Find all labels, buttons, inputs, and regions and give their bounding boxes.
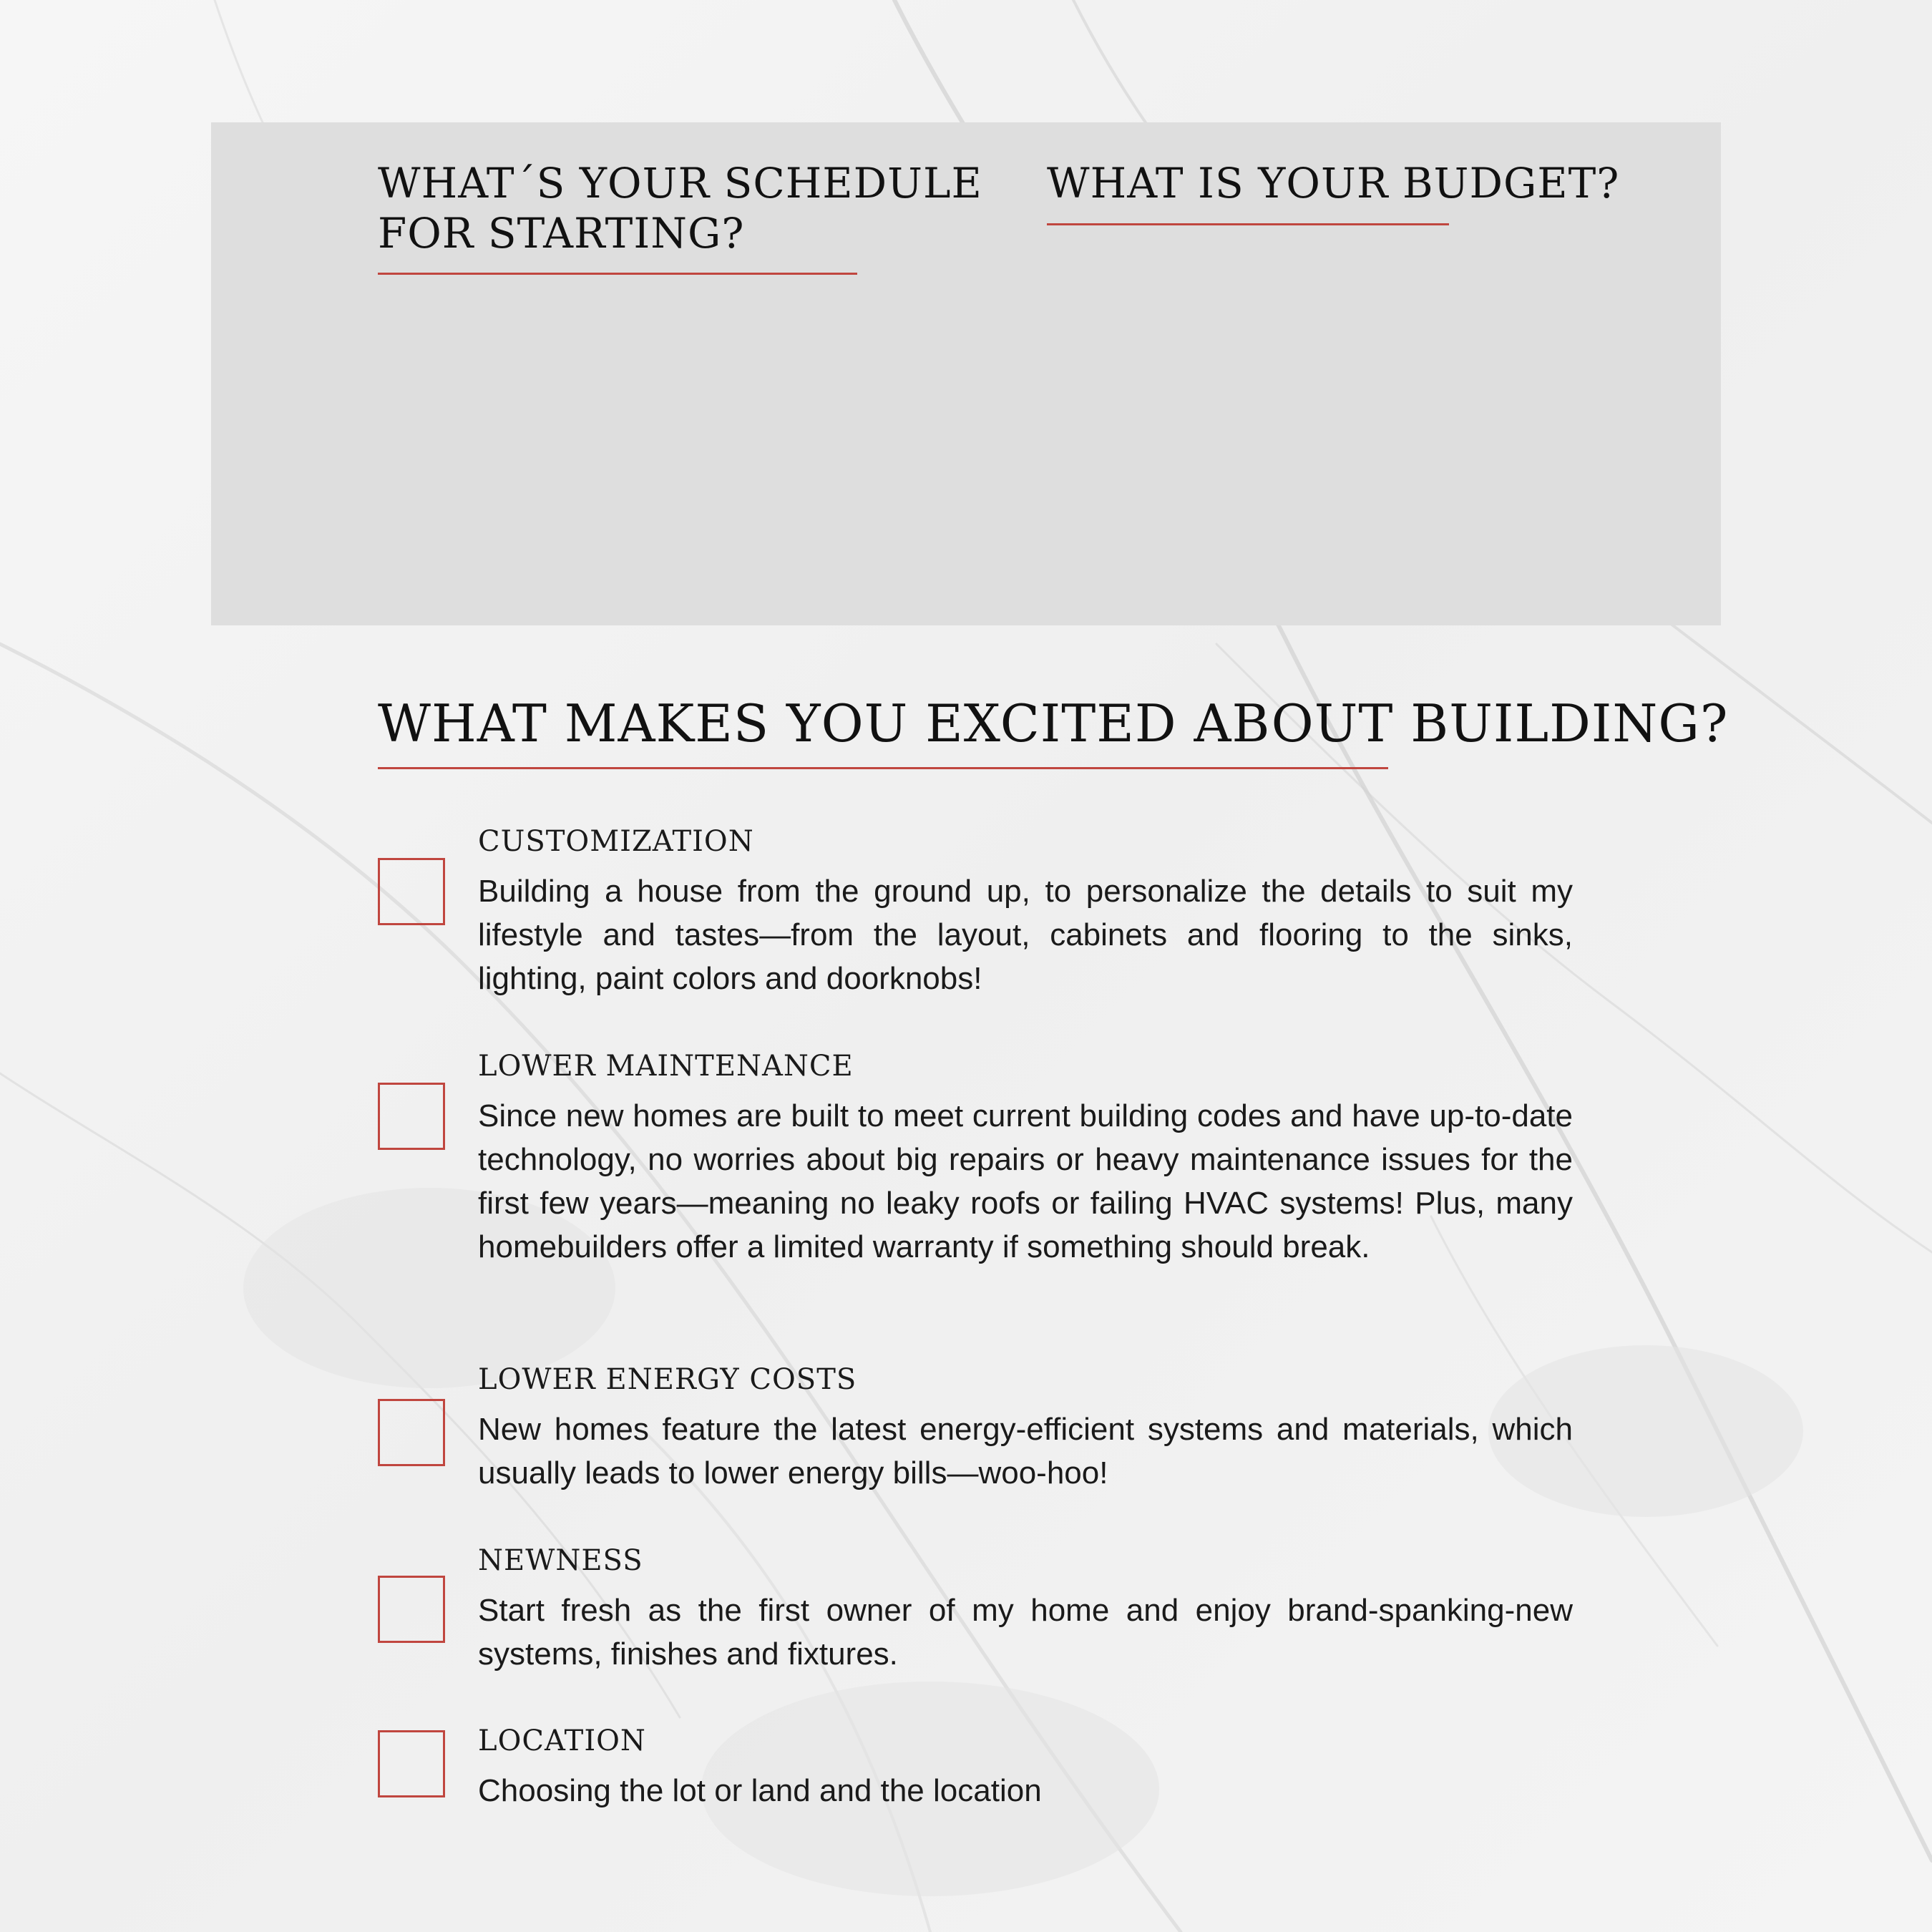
lower-energy-costs-checkbox[interactable]: [378, 1399, 445, 1466]
lower-maintenance-checkbox[interactable]: [378, 1083, 445, 1150]
excited-divider: [378, 767, 1388, 769]
schedule-heading-line2: FOR STARTING?: [378, 208, 745, 258]
item-title: LOCATION: [478, 1724, 646, 1757]
item-description: Choosing the lot or land and the location: [478, 1773, 1042, 1808]
excited-heading: WHAT MAKES YOU EXCITED ABOUT BUILDING?: [378, 693, 1729, 753]
budget-divider: [1047, 223, 1449, 225]
excited-item-lower-energy-costs: [378, 1363, 1573, 1506]
schedule-heading-line1: WHAT´S YOUR SCHEDULE: [378, 159, 982, 208]
item-title: CUSTOMIZATION: [478, 825, 754, 858]
schedule-heading: [378, 159, 982, 258]
customization-checkbox[interactable]: [378, 858, 445, 925]
budget-section: [1047, 159, 1619, 225]
location-checkbox[interactable]: [378, 1730, 445, 1797]
item-description: New homes feature the latest energy-efficient systems and materials, which usually leads to lower energy bills—woo-hoo!: [478, 1412, 1573, 1491]
excited-item-lower-maintenance: [378, 1050, 1573, 1322]
excited-item-location: [378, 1724, 1573, 1832]
item-title: LOWER ENERGY COSTS: [478, 1363, 857, 1396]
excited-item-newness: [378, 1544, 1573, 1687]
item-description: Since new homes are built to meet current building codes and have up-to-date technology, no worries about big repairs or heavy maintenance issues for the first few years—meaning no leaky roofs or failing HVAC systems! Plus, many homebuilders offer a limited warranty if something should break.: [478, 1098, 1573, 1264]
item-description: Building a house from the ground up, to personalize the details to suit my lifestyle and tastes—from the layout, cabinets and flooring to the sinks, lighting, paint colors and doorknobs!: [478, 874, 1573, 996]
schedule-section: [378, 159, 982, 275]
item-description: Start fresh as the first owner of my home and enjoy brand-spanking-new systems, finishes and fixtures.: [478, 1593, 1573, 1672]
item-title: NEWNESS: [478, 1544, 643, 1577]
schedule-divider: [378, 273, 857, 275]
excited-item-customization: [378, 825, 1573, 1004]
item-title: LOWER MAINTENANCE: [478, 1050, 854, 1083]
newness-checkbox[interactable]: [378, 1576, 445, 1643]
budget-heading: WHAT IS YOUR BUDGET?: [1047, 159, 1620, 208]
